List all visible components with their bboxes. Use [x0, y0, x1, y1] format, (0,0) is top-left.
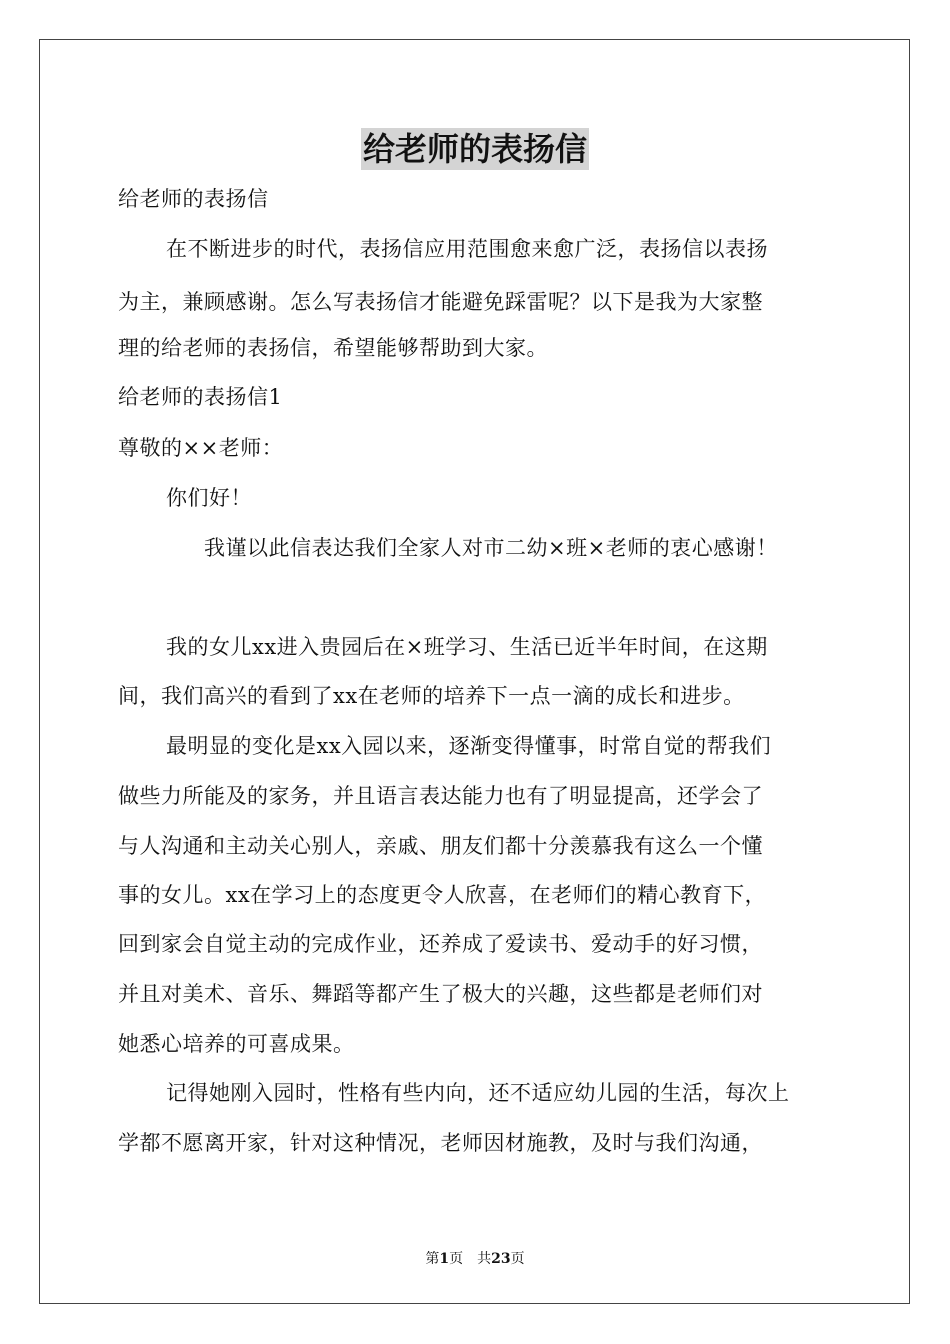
- salutation: 尊敬的××老师：: [118, 436, 284, 460]
- subtitle-line: 给老师的表扬信: [118, 187, 269, 211]
- paragraph-line: 她悉心培养的可喜成果。: [118, 1032, 355, 1056]
- page-number: 1: [439, 1251, 450, 1267]
- paragraph-line: 并且对美术、音乐、舞蹈等都产生了极大的兴趣，这些都是老师们对: [118, 982, 763, 1006]
- paragraph-line: 在不断进步的时代，表扬信应用范围愈来愈广泛，表扬信以表扬: [166, 237, 768, 261]
- paragraph-line: 我谨以此信表达我们全家人对市二幼×班×老师的衷心感谢！: [204, 536, 778, 560]
- paragraph-line: 为主，兼顾感谢。怎么写表扬信才能避免踩雷呢？以下是我为大家整: [118, 290, 763, 314]
- page-prefix: 第: [425, 1251, 440, 1267]
- paragraph-line: 做些力所能及的家务，并且语言表达能力也有了明显提高，还学会了: [118, 784, 763, 808]
- greeting: 你们好！: [166, 486, 252, 510]
- paragraph-line: 回到家会自觉主动的完成作业，还养成了爱读书、爱动手的好习惯，: [118, 932, 763, 956]
- document-title: 给老师的表扬信: [362, 130, 587, 168]
- paragraph-line: 学都不愿离开家，针对这种情况，老师因材施教，及时与我们沟通，: [118, 1131, 763, 1155]
- paragraph-line: 事的女儿。xx在学习上的态度更令人欣喜，在老师们的精心教育下，: [118, 883, 767, 907]
- paragraph-line: 间，我们高兴的看到了xx在老师的培养下一点一滴的成长和进步。: [118, 684, 745, 708]
- paragraph-line: 最明显的变化是xx入园以来，逐渐变得懂事，时常自觉的帮我们: [166, 734, 772, 758]
- page-border: [39, 39, 910, 1304]
- title-wrap: [0, 128, 950, 170]
- page-footer: [0, 1250, 950, 1268]
- paragraph-line: 理的给老师的表扬信，希望能够帮助到大家。: [118, 336, 548, 360]
- section-heading: 给老师的表扬信1: [118, 385, 283, 409]
- page-suffix: 页 共: [449, 1251, 492, 1267]
- total-suffix: 页: [510, 1251, 525, 1267]
- paragraph-line: 与人沟通和主动关心别人，亲戚、朋友们都十分羡慕我有这么一个懂: [118, 834, 763, 858]
- paragraph-line: 我的女儿xx进入贵园后在×班学习、生活已近半年时间，在这期: [166, 635, 768, 659]
- total-pages: 23: [491, 1251, 511, 1267]
- paragraph-line: 记得她刚入园时，性格有些内向，还不适应幼儿园的生活，每次上: [166, 1081, 790, 1105]
